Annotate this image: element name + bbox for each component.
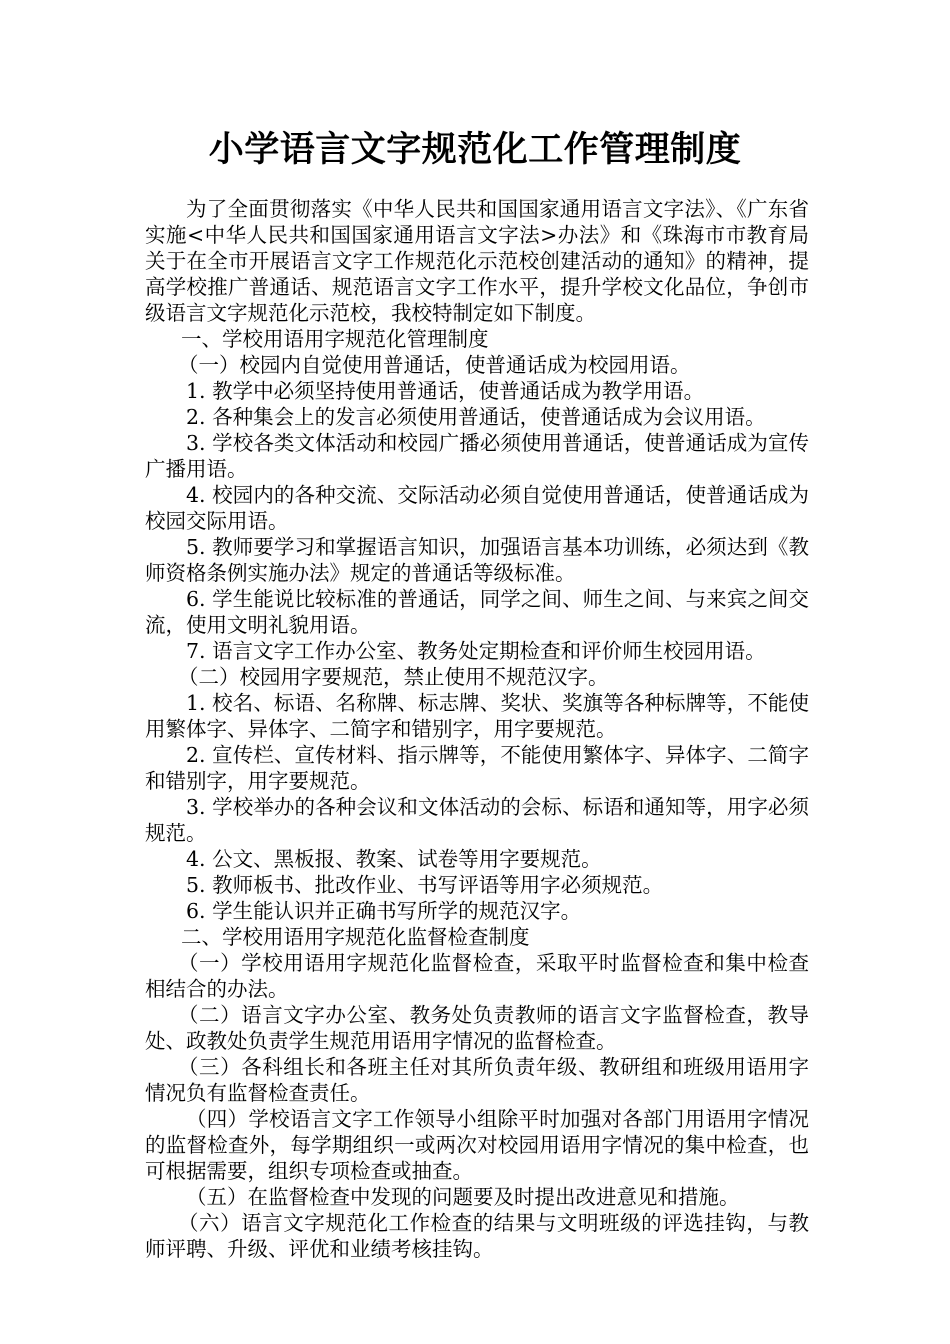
- list-item: 3. 学校各类文体活动和校园广播必须使用普通话，使普通话成为宣传广播用语。: [145, 431, 809, 481]
- list-item: （五）在监督检查中发现的问题要及时提出改进意见和措施。: [186, 1185, 740, 1209]
- list-item: 5. 教师板书、批改作业、书写评语等用字必须规范。: [186, 873, 664, 897]
- list-item: 3. 学校举办的各种会议和文体活动的会标、标语和通知等，用字必须规范。: [145, 795, 809, 845]
- document-body: [145, 196, 809, 1262]
- intro-paragraph: 为了全面贯彻落实《中华人民共和国国家通用语言文字法》、《广东省实施<中华人民共和国国家通用语言文字法>办法》和《珠海市市教育局关于在全市开展语言文字工作规范化示范校创建活动的通知》的精神，提高学校推广普通话、规范语言文字工作水平，提升学校文化品位，争创市级语言文字规范化示范校，我校特制定如下制度。: [145, 197, 809, 325]
- list-item: （一）学校用语用字规范化监督检查，采取平时监督检查和集中检查相结合的办法。: [145, 951, 809, 1001]
- section-heading-1: 一、学校用语用字规范化管理制度: [181, 327, 489, 351]
- list-item: 2. 宣传栏、宣传材料、指示牌等，不能使用繁体字、异体字、二简字和错别字，用字要规范。: [145, 743, 809, 793]
- list-item: 7. 语言文字工作办公室、教务处定期检查和评价师生校园用语。: [186, 639, 766, 663]
- list-item: 1. 校名、标语、名称牌、标志牌、奖状、奖旗等各种标牌等，不能使用繁体字、异体字、二简字和错别字，用字要规范。: [145, 691, 809, 741]
- list-item: 4. 校园内的各种交流、交际活动必须自觉使用普通话，使普通话成为校园交际用语。: [145, 483, 809, 533]
- subsection-heading-1-1: （一）校园内自觉使用普通话，使普通话成为校园用语。: [178, 353, 691, 377]
- list-item: 6. 学生能说比较标准的普通话，同学之间、师生之间、与来宾之间交流，使用文明礼貌用语。: [145, 587, 809, 637]
- list-item: （二）语言文字办公室、教务处负责教师的语言文字监督检查，教导处、政教处负责学生规范用语用字情况的监督检查。: [145, 1003, 809, 1053]
- list-item: 1. 教学中必须坚持使用普通话，使普通话成为教学用语。: [186, 379, 705, 403]
- subsection-heading-1-2: （二）校园用字要规范，禁止使用不规范汉字。: [178, 665, 609, 689]
- section-heading-2: 二、学校用语用字规范化监督检查制度: [181, 925, 530, 949]
- list-item: 6. 学生能认识并正确书写所学的规范汉字。: [186, 899, 582, 923]
- list-item: 4. 公文、黑板报、教案、试卷等用字要规范。: [186, 847, 602, 871]
- document-title: 小学语言文字规范化工作管理制度: [208, 130, 742, 170]
- list-item: 5. 教师要学习和掌握语言知识，加强语言基本功训练，必须达到《教师资格条例实施办法》规定的普通话等级标准。: [145, 535, 809, 585]
- list-item: 2. 各种集会上的发言必须使用普通话，使普通话成为会议用语。: [186, 405, 766, 429]
- list-item: （四）学校语言文字工作领导小组除平时加强对各部门用语用字情况的监督检查外，每学期组织一或两次对校园用语用字情况的集中检查，也可根据需要，组织专项检查或抽查。: [145, 1107, 809, 1183]
- list-item: （六）语言文字规范化工作检查的结果与文明班级的评选挂钩，与教师评聘、升级、评优和业绩考核挂钩。: [145, 1211, 809, 1261]
- list-item: （三）各科组长和各班主任对其所负责年级、教研组和班级用语用字情况负有监督检查责任。: [145, 1055, 809, 1105]
- document-page: [145, 0, 809, 1344]
